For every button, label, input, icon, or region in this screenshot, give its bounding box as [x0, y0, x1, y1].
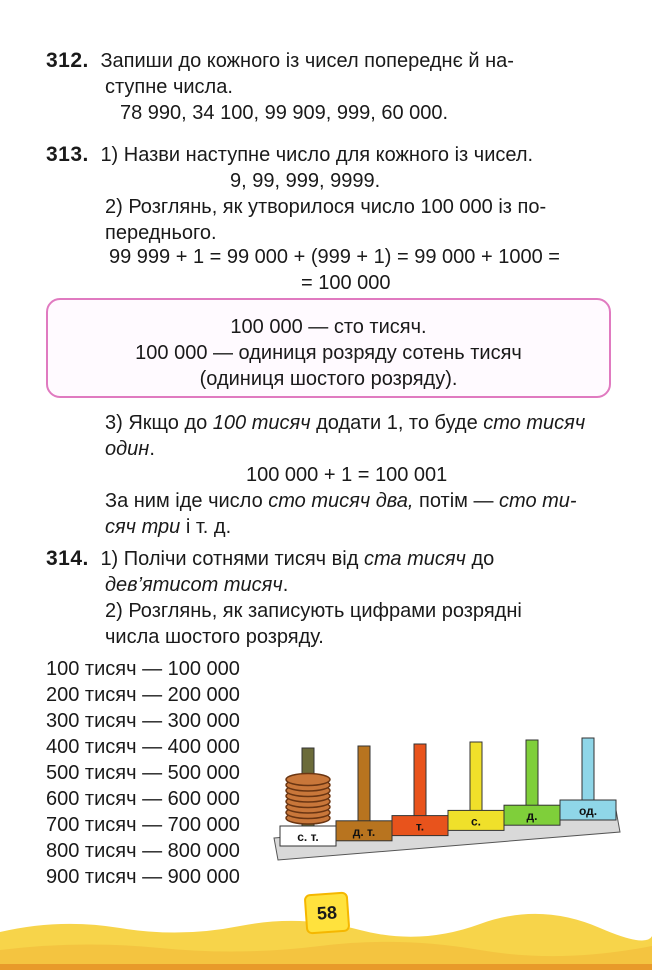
italic-text: дев’ятисот тисяч: [105, 574, 283, 596]
text-line: 2) Розглянь, як записують цифрами розрядні: [105, 600, 522, 622]
abacus-bead: [286, 774, 330, 786]
text-fragment: .: [149, 438, 155, 460]
list-item: 900 тисяч — 900 000: [46, 866, 240, 888]
text-fragment: 3) Якщо до: [105, 412, 213, 434]
abacus-label: т.: [415, 819, 425, 834]
abacus-label: од.: [578, 804, 598, 818]
list-item: 700 тисяч — 700 000: [46, 814, 240, 836]
abacus-label: с. т.: [297, 830, 319, 844]
text-fragment: .: [282, 574, 289, 596]
text-line: [105, 488, 577, 514]
exercise-313: [46, 142, 533, 168]
abacus-rod: [414, 744, 426, 822]
exercise-number: 312.: [46, 49, 89, 72]
equation: = 100 000: [301, 272, 391, 294]
list-item: 200 тисяч — 200 000: [46, 684, 240, 706]
abacus-rod: [470, 742, 482, 816]
list-item: 300 тисяч — 300 000: [46, 710, 240, 732]
italic-text: сто тисяч: [483, 412, 586, 434]
exercise-number: 313.: [46, 143, 89, 166]
list-item: 800 тисяч — 800 000: [46, 840, 240, 862]
text-fragment: і т. д.: [180, 516, 232, 538]
text-fragment: потім —: [413, 490, 500, 512]
abacus-label: с.: [470, 814, 482, 829]
text-line: переднього.: [105, 222, 217, 244]
text-fragment: додати 1, то буде: [310, 412, 484, 434]
number-list: 9, 99, 999, 9999.: [230, 170, 381, 192]
text-line: [105, 514, 231, 540]
italic-text: сто ти-: [499, 490, 577, 512]
list-item: 400 тисяч — 400 000: [46, 736, 240, 758]
abacus-rod: [358, 746, 370, 827]
equation: 99 999 + 1 = 99 000 + (999 + 1) = 99 000 + 1000 =: [109, 246, 560, 268]
list-item: 600 тисяч — 600 000: [46, 788, 240, 810]
text-line: ступне числа.: [105, 76, 233, 98]
rule-line: (одиниця шостого розряду).: [199, 368, 458, 390]
page-number: 58: [306, 894, 348, 933]
exercise-312: [46, 48, 514, 74]
list-item: 100 тисяч — 100 000: [46, 658, 240, 680]
italic-text: 100 тисяч: [212, 412, 311, 434]
text-line: 2) Розглянь, як утворилося число 100 000 із по-: [105, 196, 547, 218]
equation: 100 000 + 1 = 100 001: [246, 464, 448, 486]
text-line: Запиши до кожного із чисел попереднє й на-: [100, 50, 514, 72]
text-fragment: до: [465, 548, 495, 570]
text-line: [105, 410, 585, 436]
abacus-label: д. т.: [352, 824, 376, 839]
text-line: [105, 436, 155, 462]
abacus-rod: [526, 740, 538, 811]
list-item: 500 тисяч — 500 000: [46, 762, 240, 784]
text-line: числа шостого розряду.: [105, 626, 324, 648]
rule-line: 100 000 — сто тисяч.: [230, 316, 427, 338]
number-list: 78 990, 34 100, 99 909, 999, 60 000.: [120, 102, 449, 124]
rule-box: [46, 298, 611, 398]
italic-text: один: [105, 438, 150, 460]
italic-text: сто тисяч два,: [268, 490, 414, 512]
abacus-illustration: [268, 722, 628, 862]
text-line: 1) Назви наступне число для кожного із чисел.: [100, 144, 534, 166]
text-line: [105, 572, 288, 598]
exercise-314: [46, 546, 494, 572]
abacus-label: д.: [526, 809, 538, 824]
abacus-rod: [582, 738, 594, 806]
italic-text: ста тисяч: [363, 548, 466, 570]
text-fragment: За ним іде число: [105, 490, 269, 512]
italic-text: сяч три: [105, 516, 181, 538]
rule-line: 100 000 — одиниця розряду сотень тисяч: [135, 342, 522, 364]
exercise-number: 314.: [46, 547, 89, 570]
text-fragment: 1) Полічи сотнями тисяч від: [100, 548, 364, 570]
